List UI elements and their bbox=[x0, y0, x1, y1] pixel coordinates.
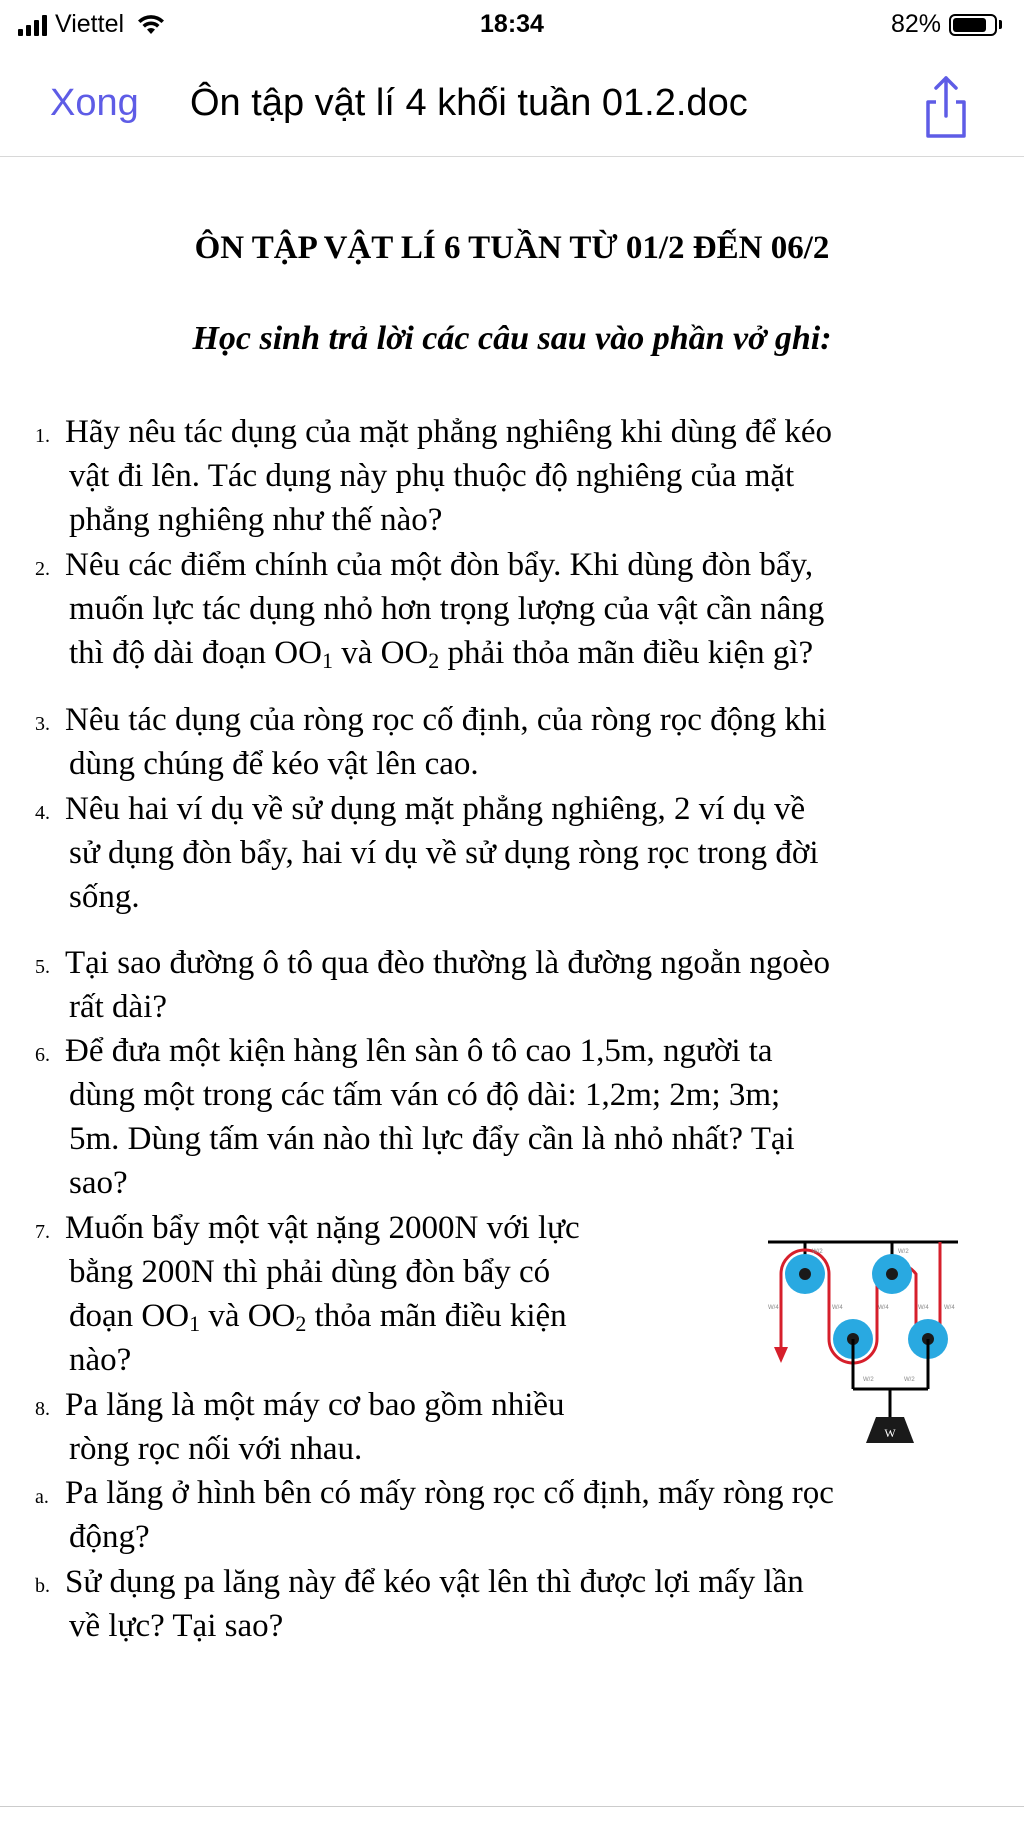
question-text: dùng chúng để kéo vật lên cao. bbox=[69, 746, 479, 782]
question-text: Sử dụng pa lăng này để kéo vật lên thì được lợi mấy lần bbox=[65, 1564, 804, 1600]
question-text: Để đưa một kiện hàng lên sàn ô tô cao 1,5m, người ta bbox=[65, 1033, 773, 1069]
question-text: Pa lăng ở hình bên có mấy ròng rọc cố định, mấy ròng rọc bbox=[65, 1475, 834, 1511]
subscript: 2 bbox=[428, 648, 440, 673]
question-number: 8. bbox=[35, 1398, 50, 1420]
question-text bbox=[35, 631, 824, 675]
question-text: Muốn bẩy một vật nặng 2000N với lực bbox=[65, 1210, 580, 1246]
question-text: Pa lăng là một máy cơ bao gồm nhiều bbox=[65, 1387, 565, 1423]
pull-arrow bbox=[774, 1347, 788, 1363]
question-text: 5m. Dùng tấm ván nào thì lực đẩy cần là nhỏ nhất? Tại bbox=[69, 1121, 795, 1157]
tension-label: W/4 bbox=[944, 1305, 955, 1311]
question-7 bbox=[35, 1206, 580, 1382]
text-part: thì độ dài đoạn OO bbox=[69, 635, 322, 671]
pulley-system-figure bbox=[768, 1239, 968, 1459]
nav-bar bbox=[0, 64, 1024, 157]
subscript: 1 bbox=[189, 1311, 201, 1336]
question-text: phẳng nghiêng như thế nào? bbox=[69, 502, 443, 538]
tension-label: W/4 bbox=[918, 1305, 929, 1311]
battery-percent: 82% bbox=[890, 10, 941, 38]
subscript: 2 bbox=[295, 1311, 307, 1336]
question-8b bbox=[35, 1560, 804, 1648]
doc-instructions: Học sinh trả lời các câu sau vào phần vở ghi: bbox=[192, 320, 832, 357]
question-number: 1. bbox=[35, 425, 50, 447]
question-text: dùng một trong các tấm ván có độ dài: 1,2m; 2m; 3m; bbox=[69, 1077, 781, 1113]
question-5 bbox=[35, 941, 830, 1029]
question-number: b. bbox=[35, 1575, 50, 1597]
question-number: 2. bbox=[35, 558, 50, 580]
question-text: về lực? Tại sao? bbox=[69, 1608, 284, 1644]
pulley-axle bbox=[799, 1268, 811, 1280]
question-text: bằng 200N thì phải dùng đòn bẩy có bbox=[69, 1254, 551, 1290]
question-text: Nêu tác dụng của ròng rọc cố định, của ròng rọc động khi bbox=[65, 702, 827, 738]
tension-label: W/4 bbox=[878, 1305, 889, 1311]
done-button[interactable]: Xong bbox=[50, 82, 139, 124]
battery-fill bbox=[953, 18, 986, 32]
question-text bbox=[35, 1294, 580, 1338]
question-number: 4. bbox=[35, 802, 50, 824]
question-number: 3. bbox=[35, 713, 50, 735]
question-4 bbox=[35, 787, 819, 919]
status-bar bbox=[0, 0, 1024, 56]
question-number: 5. bbox=[35, 956, 50, 978]
tension-label: W/2 bbox=[898, 1249, 909, 1255]
text-part: thỏa mãn điều kiện bbox=[306, 1298, 567, 1334]
question-text: muốn lực tác dụng nhỏ hơn trọng lượng của vật cần nâng bbox=[69, 591, 825, 627]
tension-label: W/2 bbox=[904, 1377, 915, 1383]
question-text: sống. bbox=[69, 879, 140, 915]
question-number: a. bbox=[35, 1486, 49, 1508]
question-text: vật đi lên. Tác dụng này phụ thuộc độ nghiêng của mặt bbox=[69, 458, 795, 494]
status-right bbox=[891, 10, 1002, 39]
pulley-axle bbox=[886, 1268, 898, 1280]
bottom-divider bbox=[0, 1806, 1024, 1807]
question-2 bbox=[35, 543, 824, 675]
question-text: sử dụng đòn bẩy, hai ví dụ về sử dụng ròng rọc trong đời bbox=[69, 835, 819, 871]
status-time: 18:34 bbox=[480, 10, 544, 38]
share-button[interactable] bbox=[918, 72, 974, 142]
question-text: ròng rọc nối với nhau. bbox=[69, 1431, 363, 1467]
tension-label: W/4 bbox=[768, 1305, 779, 1311]
question-text: rất dài? bbox=[69, 989, 168, 1025]
question-text: sao? bbox=[69, 1165, 128, 1201]
question-8 bbox=[35, 1383, 565, 1471]
text-part: đoạn OO bbox=[69, 1298, 190, 1334]
question-text: động? bbox=[69, 1519, 150, 1555]
doc-heading: ÔN TẬP VẬT LÍ 6 TUẦN TỪ 01/2 ĐẾN 06/2 bbox=[194, 230, 830, 266]
tension-label: W/2 bbox=[812, 1249, 823, 1255]
battery-tip bbox=[999, 20, 1002, 29]
question-text: Nêu các điểm chính của một đòn bẩy. Khi dùng đòn bẩy, bbox=[65, 547, 814, 583]
tension-label: W/2 bbox=[863, 1377, 874, 1383]
question-1 bbox=[35, 410, 832, 542]
question-number: 7. bbox=[35, 1221, 50, 1243]
question-6 bbox=[35, 1029, 795, 1205]
question-text: Nêu hai ví dụ về sử dụng mặt phẳng nghiêng, 2 ví dụ về bbox=[65, 791, 806, 827]
weight-label: W bbox=[884, 1426, 896, 1440]
battery-icon bbox=[949, 14, 997, 36]
question-text: nào? bbox=[69, 1342, 132, 1378]
question-text: Tại sao đường ô tô qua đèo thường là đường ngoằn ngoèo bbox=[65, 945, 830, 981]
subscript: 1 bbox=[321, 648, 333, 673]
question-3 bbox=[35, 698, 827, 786]
question-number: 6. bbox=[35, 1044, 50, 1066]
text-part: và OO bbox=[332, 635, 429, 671]
document-title: Ôn tập vật lí 4 khối tuần 01.2.doc bbox=[190, 82, 748, 124]
tension-label: W/4 bbox=[832, 1305, 843, 1311]
question-8a bbox=[35, 1471, 834, 1559]
text-part: phải thỏa mãn điều kiện gì? bbox=[439, 635, 814, 671]
text-part: và OO bbox=[200, 1298, 296, 1334]
carrier-name: Viettel bbox=[55, 10, 125, 38]
question-text: Hãy nêu tác dụng của mặt phẳng nghiêng khi dùng để kéo bbox=[65, 414, 833, 450]
share-icon bbox=[918, 72, 974, 142]
